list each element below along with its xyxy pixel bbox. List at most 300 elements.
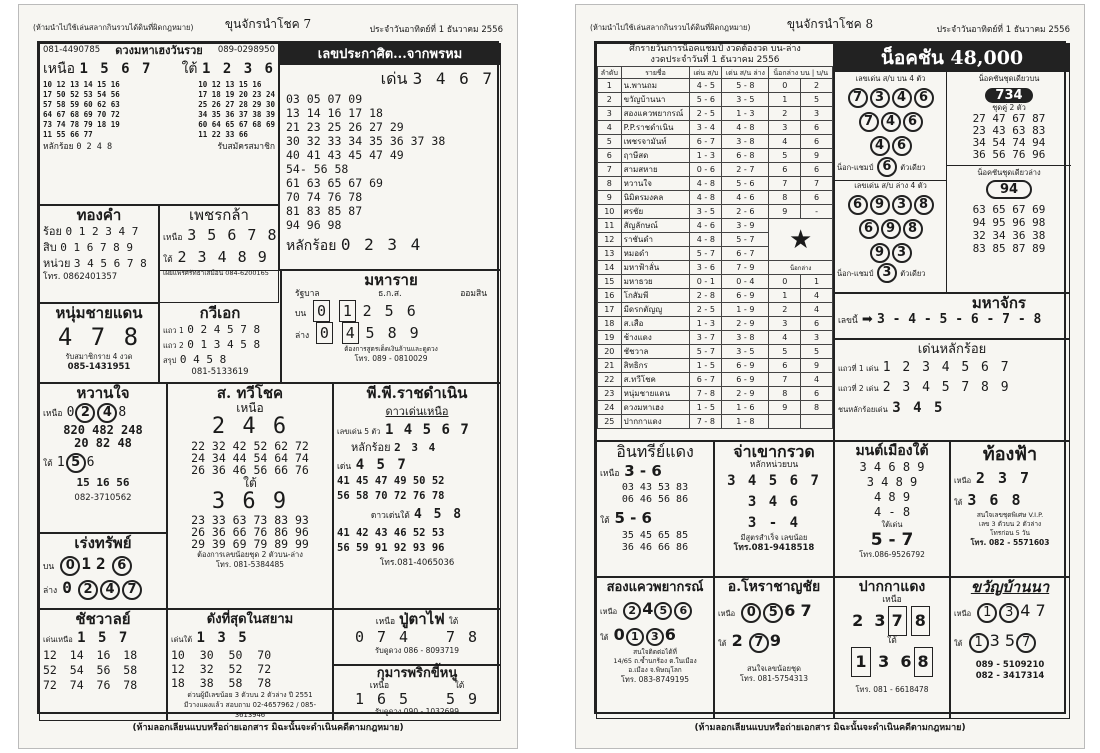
insee-n-rows	[600, 482, 710, 506]
song-south-row	[600, 622, 710, 648]
table-cell: สิทธิกร	[621, 359, 690, 373]
table-cell: 8	[801, 401, 833, 415]
table-cell	[769, 415, 801, 429]
knock-rtop-label: น็อคชันชุดเดียวบน	[978, 74, 1040, 83]
knock-rbot: 94	[986, 180, 1032, 199]
b15-phone: รับดูดวง 090 - 1032699	[375, 707, 459, 716]
b3-r2: 0 1 6 7 8 9	[60, 241, 134, 254]
knock-champ-label: น็อก-แชมป์	[837, 163, 874, 172]
b1-top-row	[43, 45, 275, 56]
mahajak-row	[838, 312, 1066, 327]
b2-hundreds-row	[286, 235, 494, 257]
pak-num: 2	[852, 611, 864, 630]
table-cell: 6	[801, 191, 833, 205]
table-row	[598, 289, 833, 303]
b9-south: 3 6 9	[211, 489, 289, 514]
b12-row: 12 14 16 18	[43, 648, 138, 662]
box-kawi-ek	[159, 270, 281, 383]
knock-bot-label: เลขเด่น ส/บ ล่าง 4 ตัว	[854, 181, 927, 190]
b2-row: 54- 56 58	[286, 162, 349, 176]
knock-champ-row	[837, 156, 944, 180]
hundreds-r3-value: 3 4 5	[892, 400, 945, 416]
b9-north: 2 4 6	[211, 414, 289, 439]
knock-rtop: 734	[985, 88, 1032, 103]
star-icon: ★	[769, 219, 833, 261]
hora-south-label: ใต้	[718, 639, 727, 648]
b13-main-row	[171, 628, 329, 648]
pak-num: 3	[878, 652, 890, 671]
table-cell: 24	[598, 401, 622, 415]
table-cell: 4 - 8	[690, 233, 722, 247]
kwan-phone1: 089 - 5109210	[975, 660, 1045, 670]
b12-main: 1 5 7	[77, 630, 130, 646]
b3-r1: 0 1 2 3 4 7	[65, 225, 139, 238]
song-circle: 3	[646, 628, 664, 646]
b8-phone: 082-3710562	[74, 493, 132, 503]
knock-circle: 6	[859, 219, 879, 239]
table-cell: 20	[598, 345, 622, 359]
table-cell: 4	[801, 303, 833, 317]
table-cell: 6	[801, 135, 833, 149]
table-cell: 5 - 7	[690, 247, 722, 261]
b10-sub2: ดาวเด่นใต้	[370, 511, 410, 521]
b2-main-row	[286, 67, 494, 92]
b11-top-label: บน	[43, 562, 55, 572]
pak-north-row	[838, 606, 946, 636]
table-cell: 5 - 8	[722, 79, 769, 93]
mahajak-title: มหาจักร	[971, 294, 1026, 312]
b5-title: หนุ่มชายแดน	[55, 304, 143, 322]
b6-a2: 0 1 3 4 5 8	[187, 338, 261, 351]
table-cell	[801, 415, 833, 429]
song-n3: อ.เมือง จ.พิษณุโลก	[628, 666, 682, 674]
b8-n-rows	[43, 424, 163, 450]
b7-bot-label: ล่าง	[295, 331, 310, 341]
b7-top-box2: 1	[339, 300, 356, 322]
chao-note: มีสูตรสำเร็จ เลขน้อย	[740, 533, 808, 542]
knock-r-row: 83 85 87 89	[972, 242, 1046, 255]
table-cell: 6	[769, 359, 801, 373]
b8-north-label: เหนือ	[43, 409, 63, 419]
kwan-circle: 1	[969, 633, 989, 653]
content-frame	[37, 41, 499, 719]
table-cell: 0	[769, 275, 801, 289]
table-cell: 4	[769, 331, 801, 345]
table-cell: 9	[801, 149, 833, 163]
b8-t-post: 6	[86, 455, 95, 470]
b3-title: ทองคำ	[76, 206, 122, 224]
table-cell: 4	[769, 135, 801, 149]
table-cell: 7	[769, 373, 801, 387]
b1-main-row	[43, 58, 275, 80]
table-cell: นิมิตรมงคล	[621, 191, 690, 205]
b12-main-row	[43, 628, 163, 648]
b2-hundreds-label: หลักร้อย	[286, 238, 337, 254]
b14-values	[337, 628, 497, 646]
table-cell: 2 - 8	[690, 289, 722, 303]
table-cell: 6	[598, 149, 622, 163]
knock-single2-label: ตัวเดียว	[900, 269, 926, 278]
kwan-num: 4	[1020, 601, 1031, 620]
knock-r-row: 27 47 67 87	[972, 112, 1046, 125]
table-cell: 2 - 5	[690, 303, 722, 317]
b15-south-label: ใต้	[454, 681, 465, 691]
box-ja-khao-kruat	[714, 441, 834, 577]
table-cell: 3 - 9	[722, 219, 769, 233]
table-cell: 12	[598, 233, 622, 247]
b3-phone: โทร. 0862401357	[43, 272, 118, 282]
song-n2: 14/65 ถ.ซ้ำนกร้อง ต.ในเมือง	[613, 657, 697, 665]
hora-num: 9	[769, 631, 782, 650]
fah-n3: โทรก่อน 5 วัน	[990, 529, 1030, 537]
box-pu-ta-fai	[333, 609, 501, 665]
b2-title: เลขประกาศิต...จากพรหม	[280, 44, 500, 65]
b13-row: 12 32 52 72	[171, 662, 272, 676]
b2-row: 81 83 85 87	[286, 204, 363, 218]
knock-right	[947, 72, 1071, 292]
insee-south-row	[600, 506, 710, 530]
b8-t-row: 15 16 56	[76, 476, 130, 489]
b10-five-label: เลขเด่น 5 ตัว	[337, 427, 381, 436]
b5-main: 4 7 8	[57, 323, 141, 351]
table-cell: ส.ทวีโชค	[621, 373, 690, 387]
table-cell: 19	[598, 331, 622, 345]
table-row	[598, 261, 833, 275]
b10-phone: โทร.081-4065036	[379, 558, 455, 568]
table-cell: 4 - 8	[690, 177, 722, 191]
table-cell: 6	[801, 163, 833, 177]
table-cell: 7	[801, 177, 833, 191]
fah-phone: โทร. 082 - 5571603	[970, 538, 1050, 547]
table-cell: 1 - 6	[722, 401, 769, 415]
b15-south: 5 9	[445, 690, 480, 708]
fah-north-row	[954, 467, 1066, 489]
fah-south-row	[954, 489, 1066, 511]
table-cell: 4 - 8	[722, 121, 769, 135]
b10-hundreds: 2 3 4	[394, 441, 438, 454]
knock-r-rows2	[949, 203, 1069, 255]
knock-pairs-label: ชุดคู่ 2 ตัว	[992, 103, 1026, 112]
table-row	[598, 275, 833, 289]
table-cell: 8	[769, 191, 801, 205]
table-cell: น็อกล่าง	[769, 261, 833, 275]
b15-title: กุมารพริกขี้หนู	[376, 666, 458, 681]
table-cell: 9	[769, 205, 801, 219]
table-cell: 18	[598, 317, 622, 331]
box-mahajak	[834, 293, 1070, 339]
table-cell: 1 - 5	[690, 401, 722, 415]
table-row	[598, 177, 833, 191]
table-cell: 3 - 4	[690, 121, 722, 135]
b4-south-label: ใต้	[163, 255, 173, 265]
b1-north-label: เหนือ	[43, 61, 75, 77]
table-cell: 3 - 8	[722, 331, 769, 345]
b4-north: 3 5 6 7 8	[187, 226, 278, 244]
hora-circle: 5	[763, 603, 783, 623]
page-left	[18, 4, 518, 749]
b10-rows-b	[337, 526, 497, 556]
table-cell: ส.เสือ	[621, 317, 690, 331]
hora-north-row	[718, 596, 830, 626]
knock-single-label: ตัวเดียว	[900, 163, 926, 172]
knock-r-row: 36 56 76 96	[972, 148, 1046, 161]
b2-main-label: เด่น	[380, 69, 408, 88]
table-cell: 1 - 3	[690, 149, 722, 163]
table-cell: 3 - 5	[690, 205, 722, 219]
b1-member: รับสมัครสมาชิก	[217, 142, 275, 152]
b7-c2: ธ.ก.ส.	[378, 289, 402, 299]
table-cell: 2 - 9	[722, 387, 769, 401]
kwan-circle: 3	[999, 603, 1019, 623]
mon-rows	[838, 460, 946, 520]
b6-a1-label: แถว 1	[163, 326, 184, 335]
hundreds-r1-value: 1 2 3 4 5 6 7	[882, 360, 1011, 375]
b9-n-row: 22 32 42 52 62 72	[191, 439, 309, 453]
b8-n-circle: 2	[75, 403, 95, 423]
table-cell: 1 - 3	[722, 107, 769, 121]
table-cell: 8	[769, 387, 801, 401]
fah-n2: เลข 3 ตัวบน 2 ตัวล่าง	[978, 520, 1042, 528]
b8-south-label: ใต้	[43, 459, 53, 469]
b8-t-circle: 5	[66, 453, 86, 473]
col-no: ลำดับ	[598, 67, 622, 79]
b12-main-label: เด่นเหนือ	[43, 635, 73, 644]
table-row	[598, 79, 833, 93]
table-cell: 2 - 6	[722, 205, 769, 219]
mahajak-label: เลขนี้	[838, 316, 858, 326]
table-cell: 1 - 3	[690, 317, 722, 331]
kwan-phone2: 082 - 3417314	[975, 671, 1045, 681]
pak-south-label: ใต้	[887, 636, 897, 646]
b10-main-row	[337, 456, 497, 474]
b2-row: 13 14 16 17 18	[286, 106, 383, 120]
b9-n-row: 24 34 44 54 64 74	[191, 451, 309, 465]
hora-num: 2	[731, 631, 743, 650]
box-hora-chanchai	[714, 577, 834, 719]
table-cell: -	[801, 205, 833, 219]
hundreds-title: เด่นหลักร้อย	[917, 342, 987, 357]
song-num: 0	[613, 625, 625, 644]
knock-r-row: 32 34 36 38	[972, 229, 1046, 242]
mon-title: มนต์เมืองใต้	[855, 443, 929, 459]
page-footer: (ห้ามลอกเลียนแบบหรือถ่ายเอกสาร มิฉะนั้นจะดำเนินคดีตามกฎหมาย)	[132, 723, 404, 733]
b3-r1-label: ร้อย	[43, 225, 62, 238]
box-tawee-chok	[167, 383, 333, 609]
table-cell: 16	[598, 289, 622, 303]
kwan-num: 5	[1004, 631, 1016, 650]
table-cell: ช้างแดง	[621, 331, 690, 345]
insee-t-rows	[600, 530, 710, 554]
knock-circle: 6	[903, 112, 923, 132]
table-cell: 23	[598, 387, 622, 401]
hora-num: 7	[800, 601, 812, 620]
table-cell: 5	[769, 149, 801, 163]
b11-title: เร่งทรัพย์	[74, 534, 132, 552]
kwan-circle: 1	[977, 603, 997, 623]
header-warning: (ห้ามนำไปใช้เล่นสลากกินรวบได้ดินที่ผิดกฎหมาย)	[33, 23, 194, 32]
table-cell: 1	[769, 93, 801, 107]
b1-bottom-row	[43, 142, 275, 153]
mon-row: 3 4 8 9	[866, 475, 918, 489]
table-row	[598, 387, 833, 401]
b12-row: 72 74 76 78	[43, 678, 138, 692]
kwan-num: 7	[1035, 601, 1046, 620]
table-cell: 5 - 7	[690, 345, 722, 359]
fah-north: 2 3 7	[975, 469, 1032, 487]
hundreds-r2-label: แถวที่ 2 เด่น	[838, 384, 879, 393]
b7-top-box: 0	[313, 300, 330, 322]
table-cell: 0	[769, 79, 801, 93]
content-frame	[594, 41, 1066, 714]
box-knock-chan	[834, 43, 1070, 293]
table-cell: 2	[598, 93, 622, 107]
b7-c3: ออมสิน	[460, 289, 487, 299]
b9-n-row: 26 36 46 56 66 76	[191, 463, 309, 477]
table-cell: 6 - 9	[722, 359, 769, 373]
insee-row: 03 43 53 83	[621, 482, 689, 493]
b7-bot-rest: 5 8 9	[365, 324, 421, 342]
table-cell: 0 - 6	[690, 163, 722, 177]
song-circle: 6	[674, 602, 692, 620]
b1-south-label: ใต้	[181, 61, 198, 77]
table-cell: 1 - 5	[690, 359, 722, 373]
b2-row: 61 63 65 67 69	[286, 176, 383, 190]
table-cell: 4	[598, 121, 622, 135]
table-cell: 15	[598, 275, 622, 289]
b7-c1: รัฐบาล	[295, 289, 320, 299]
table-cell: มหาฟ้าลั่น	[621, 261, 690, 275]
table-cell: 6	[801, 317, 833, 331]
mon-row: 4 - 8	[873, 505, 911, 519]
song-south-label: ใต้	[600, 633, 609, 642]
b4-north-row	[163, 224, 278, 246]
b10-five: 1 4 5 6 7	[384, 422, 470, 438]
table-cell: 5	[769, 345, 801, 359]
table-row	[598, 135, 833, 149]
b11-bot-circle: 7	[122, 580, 142, 600]
table-row	[598, 401, 833, 415]
table-cell: 3	[801, 107, 833, 121]
b9-sub-south: ใต้	[243, 476, 257, 490]
b13-row: 18 38 58 78	[171, 676, 272, 690]
box-thong-kham	[39, 205, 159, 303]
box-reng-sap	[39, 533, 167, 609]
table-cell: 14	[598, 261, 622, 275]
pak-box: 1	[851, 647, 870, 677]
b14-north: 0 7 4	[354, 628, 411, 646]
ranking-table	[597, 66, 833, 429]
page-footer: (ห้ามลอกเลียนแบบหรือถ่ายเอกสาร มิฉะนั้นจะดำเนินคดีตามกฎหมาย)	[694, 723, 966, 733]
table-cell: 4 - 6	[690, 219, 722, 233]
b2-row: 70 74 76 78	[286, 190, 363, 204]
hundreds-r2-value: 2 3 4 5 7 8 9	[882, 380, 1011, 395]
b10-hundreds-label: หลักร้อย	[351, 441, 391, 454]
mahajak-value: 3 - 4 - 5 - 6 - 7 - 8	[876, 312, 1042, 327]
mon-row: 3 4 6 8 9	[859, 460, 925, 474]
b10-sub: ดาวเด่นเหนือ	[385, 405, 449, 418]
b4-title: เพชรกล้า	[189, 206, 249, 224]
arrow-icon: ➡	[861, 312, 873, 327]
table-cell: เพชรจามันท์	[621, 135, 690, 149]
fah-n1: สนใจเลขชุดพิเศษ V.I.P.	[976, 511, 1044, 519]
b9-t-rows	[171, 514, 329, 550]
table-row	[598, 149, 833, 163]
b5-phone: 085-1431951	[67, 362, 131, 372]
pak-phone: โทร. 081 - 6618478	[855, 685, 929, 694]
b9-n-rows	[171, 440, 329, 476]
b1-r-row: 25 26 27 28 29 30	[198, 100, 275, 109]
b11-top-num: 2	[96, 554, 106, 573]
table-cell: 6 - 9	[722, 289, 769, 303]
pak-box: 8	[911, 606, 930, 636]
table-cell: สามสหาย	[621, 163, 690, 177]
b9-note: ต้องการเลขน้อยชุด 2 ตัวบน-ล่าง	[197, 550, 303, 559]
mon-sub: ใต้เด่น	[881, 520, 903, 529]
box-wan-jai	[39, 383, 167, 533]
kwan-south-row	[954, 626, 1066, 656]
box-duang-maha-heng	[39, 43, 279, 205]
insee-north: 3 - 6	[624, 462, 662, 480]
chao-v2: 3 4 6	[747, 494, 801, 510]
chao-v1: 3 4 5 6 7	[727, 473, 821, 489]
table-cell: น.พานถม	[621, 79, 690, 93]
pak-north-label: เหนือ	[882, 595, 902, 605]
song-num: 4	[642, 599, 654, 618]
knock-champ2: 3	[877, 263, 897, 283]
knock-circle: 3	[870, 88, 890, 108]
table-cell: 21	[598, 359, 622, 373]
table-cell: 6 - 8	[722, 149, 769, 163]
knock-circle: 8	[903, 219, 923, 239]
hora-south-row	[718, 626, 830, 656]
table-row	[598, 415, 833, 429]
knock-r-row: 34 54 74 94	[972, 136, 1046, 149]
header-warning: (ห้ามนำไปใช้เล่นสลากกินรวบได้ดินที่ผิดกฎหมาย)	[590, 23, 751, 32]
table-cell: สัญลักษณ์	[621, 219, 690, 233]
knock-circle: 7	[848, 88, 868, 108]
song-circle: 5	[654, 602, 672, 620]
b10-row: 56 59 91 92 93 96	[337, 542, 445, 554]
b5-member: รับสมาชิกราย 4 งวด	[65, 352, 133, 361]
pak-south-row	[838, 647, 946, 677]
knock-circle: 4	[892, 88, 912, 108]
b13-title: ดังที่สุดในสยาม	[206, 612, 294, 627]
b11-bot-circle: 2	[78, 580, 98, 600]
b13-rows	[171, 648, 329, 690]
table-cell: ราชันดำ	[621, 233, 690, 247]
box-thong-fah	[950, 441, 1070, 577]
table-cell: 7 - 8	[690, 415, 722, 429]
b8-south-row	[43, 450, 163, 476]
col-name: รายชื่อ	[621, 67, 690, 79]
header-date: ประจำวันอาทิตย์ที่ 1 ธันวาคม 2556	[936, 25, 1070, 35]
hundreds-r3	[838, 398, 1066, 418]
box-num-chai-daen	[39, 303, 159, 383]
b1-r-row: 10 12 13 15 16	[198, 80, 262, 89]
b12-rows	[43, 648, 163, 693]
table-cell: 6	[801, 387, 833, 401]
box-maharai	[281, 270, 501, 383]
insee-title: อินทรีย์แดง	[616, 442, 694, 461]
knock-r-row: 94 95 96 98	[972, 216, 1046, 229]
hora-circle: 7	[749, 633, 769, 653]
hora-num: 6	[784, 601, 796, 620]
knock-champ2-label: น็อก-แชมป์	[837, 269, 874, 278]
b8-n-post: 8	[118, 405, 127, 420]
table-title2: งวดประจำวันที่ 1 ธันวาคม 2556	[650, 55, 780, 65]
b11-bot-circle: 4	[100, 580, 120, 600]
table-cell: 4 - 8	[690, 191, 722, 205]
